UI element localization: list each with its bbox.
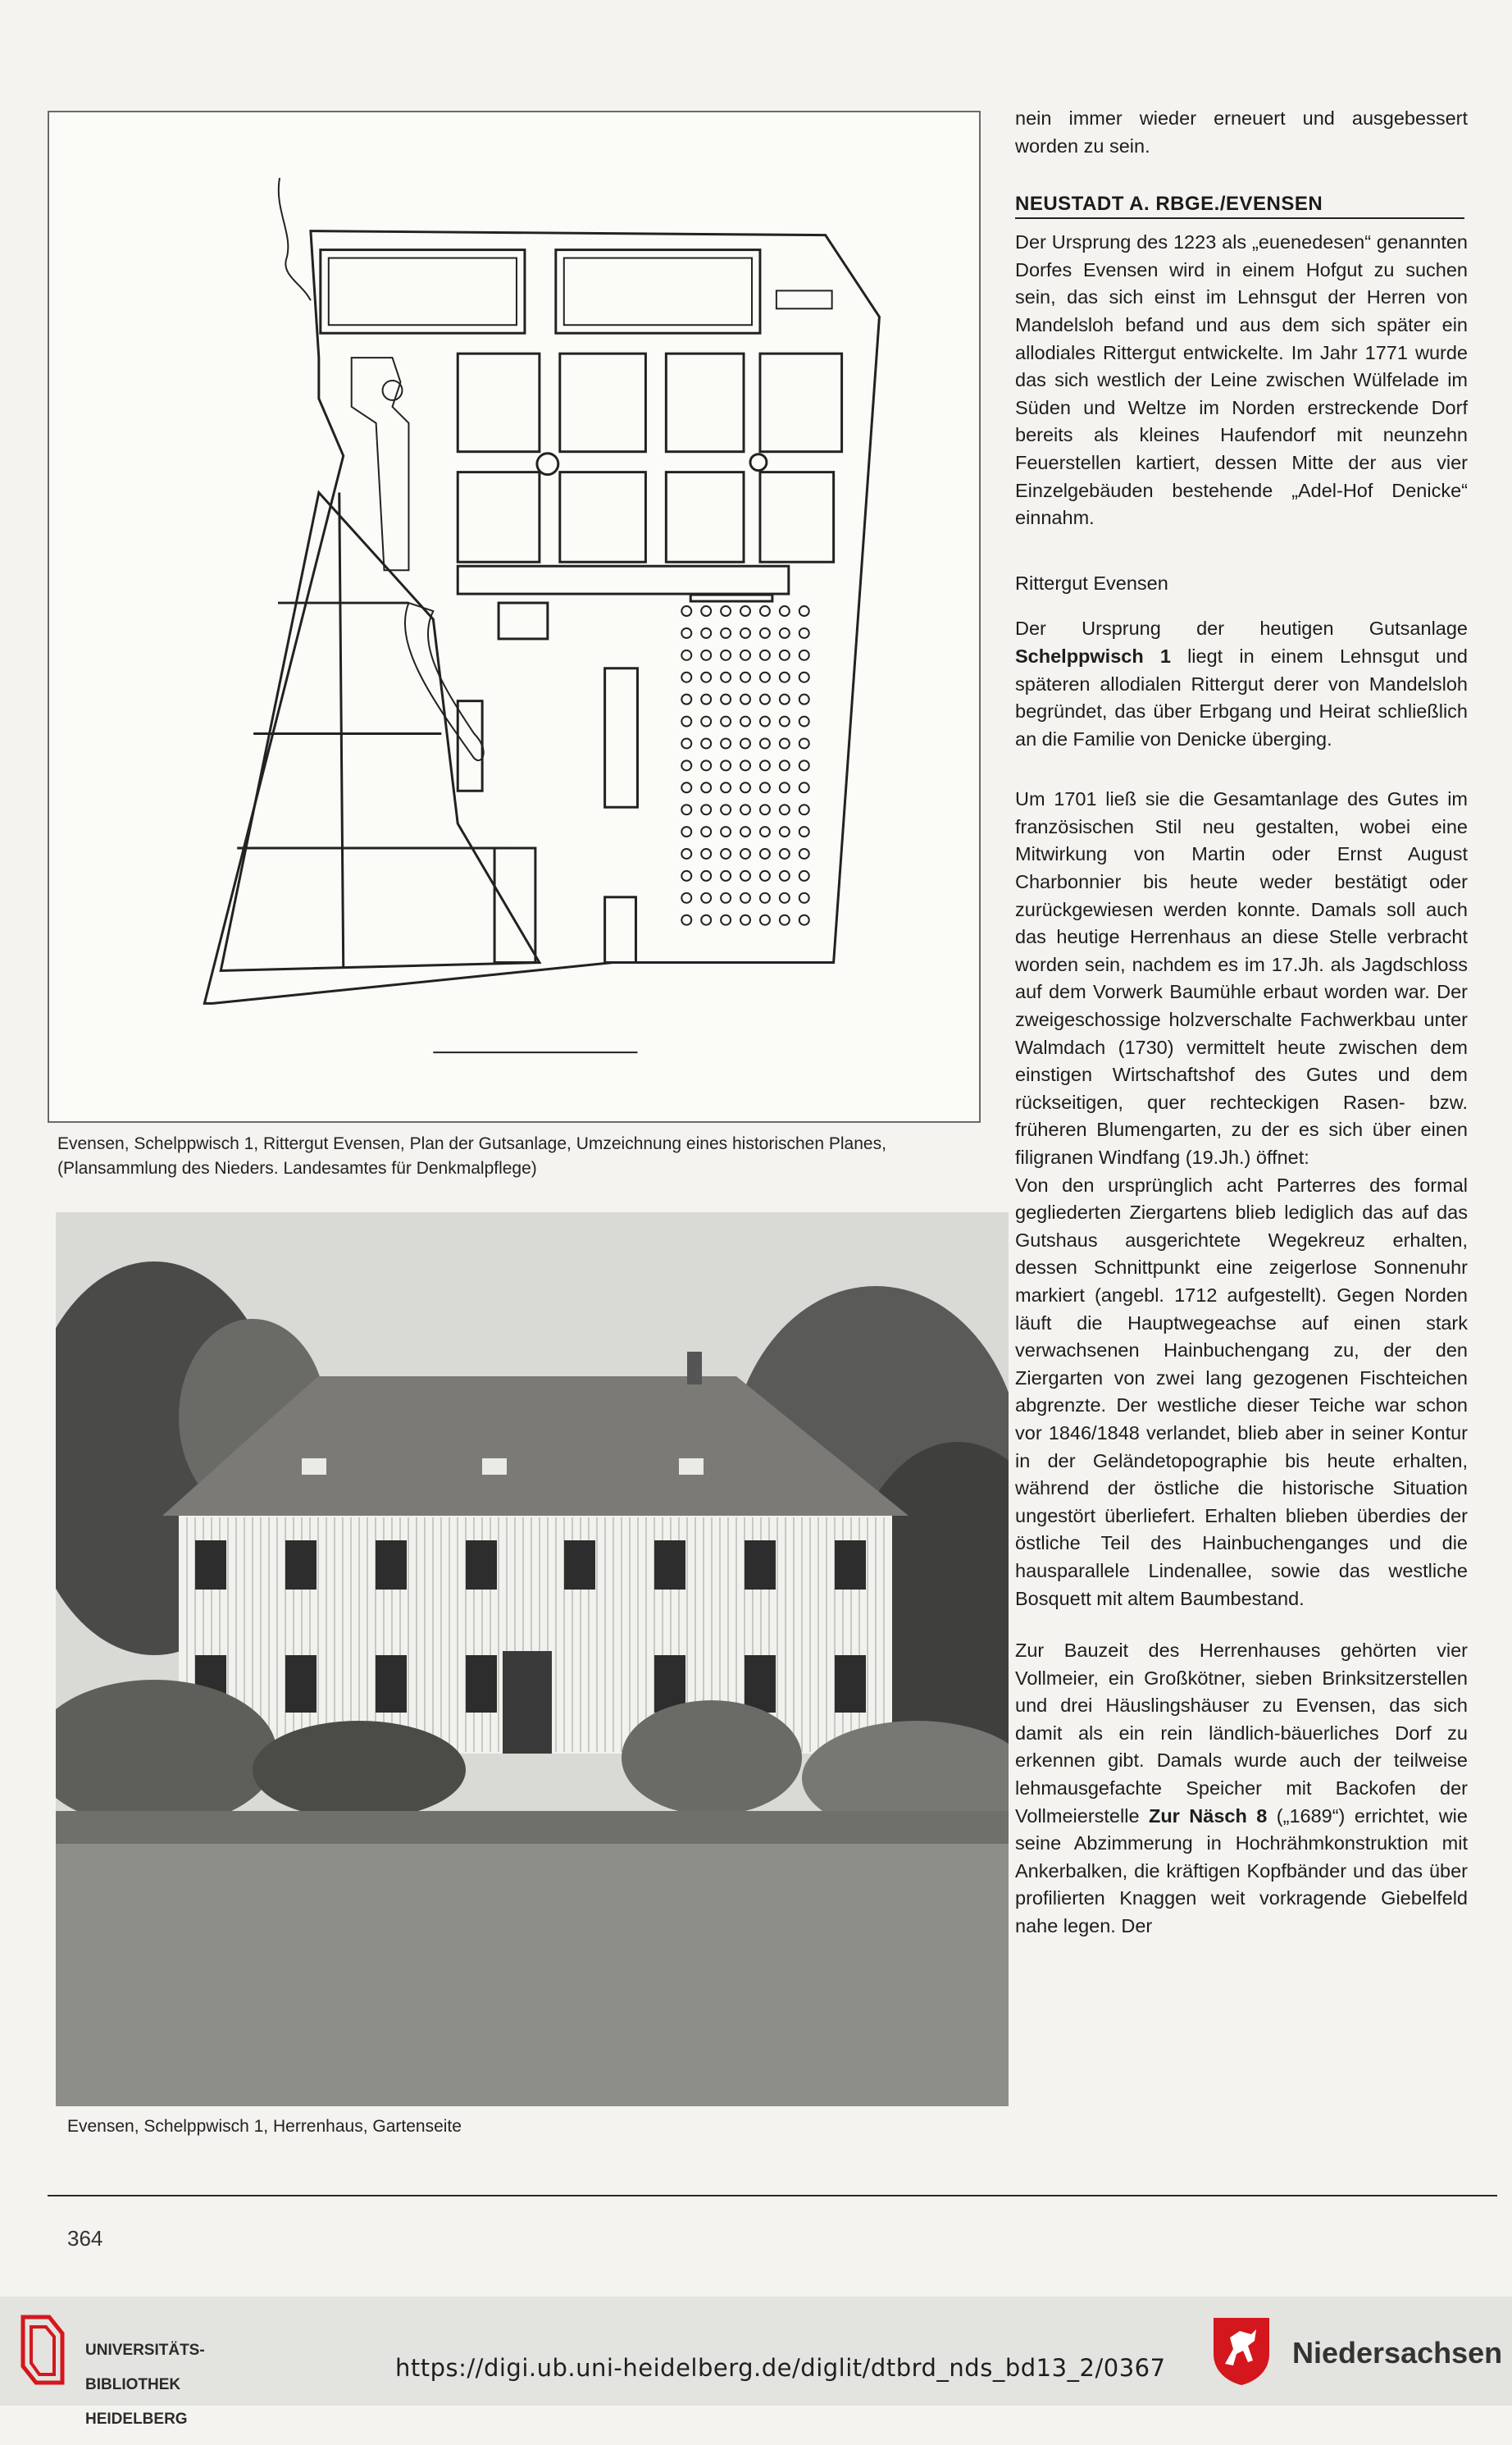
- plan-caption: Evensen, Schelppwisch 1, Rittergut Evensen, Plan der Gutsanlage, Umzeichnung eines historischen Planes, (Plansammlung des Nieders. Landesamtes für Denkmalpflege): [57, 1134, 886, 1178]
- address-zur-naesch: Zur Näsch 8: [1148, 1804, 1268, 1827]
- footer-bar: [0, 2297, 1512, 2406]
- paragraph-1: Der Ursprung des 1223 als „euenedesen“ genannten Dorfes Evensen wird in einem Hofgut zu suchen sein, das sich einst im Lehnsgut der Herren von Mandelsloh befand und aus dem sich später ein allodiales Rittergut entwickelte. Im Jahr 1771 wurde das sich westlich der Leine zwischen Wülfelade im Süden und Weltze im Norden erstreckende Dorf bereits als kleines Haufendorf mit neunzehn Feuerstellen kartiert, dessen Mitte der aus vier Einzelgebäuden bestehende „Adel-Hof Denicke“ einnahm.: [1015, 231, 1468, 529]
- garden-plan-drawing: [49, 112, 979, 1121]
- page-rule: [48, 2195, 1497, 2196]
- saxon-horse-crest-icon: [1209, 2313, 1274, 2387]
- paragraph-3: Um 1701 ließ sie die Gesamtanlage des Gutes im französischen Stil neu gestalten, wobei eine Mitwirkung von Martin oder Ernst August Charbonnier bis heute weder bestätigt oder zurückgewiesen werden konnte. Damals soll auch das heutige Herrenhaus an diese Stelle verbracht worden sein, nachdem es im 17.Jh. als Jagdschloss auf dem Vorwerk Baumühle erbaut worden war. Der zweigeschossige holzverschalte Fachwerkbau unter Walmdach (1730) vermittelt heute zwischen dem einstigen Wirtschaftshof des Gutes und dem rückseitigen, quer rechteckigen Rasen- bzw. früheren Blumengarten, zu der es sich über einen filigranen Windfang (19.Jh.) öffnet:: [1015, 788, 1468, 1168]
- source-url[interactable]: https://digi.ub.uni-heidelberg.de/diglit/dtbrd_nds_bd13_2/0367: [395, 2354, 1166, 2382]
- photo-caption: Evensen, Schelppwisch 1, Herrenhaus, Gartenseite: [67, 2117, 462, 2136]
- subheading: Rittergut Evensen: [1015, 572, 1168, 594]
- institution-name: UNIVERSITÄTS- BIBLIOTHEK HEIDELBERG: [85, 2342, 205, 2428]
- page-number: 364: [67, 2226, 103, 2251]
- text-column: [1015, 105, 1468, 1941]
- manor-house-photo: [56, 1212, 1009, 2106]
- figure-manor-photo: [56, 1212, 1009, 2106]
- paragraph-4: Von den ursprünglich acht Parterres des formal gegliederten Ziergartens blieb lediglich das auf das Gutshaus ausgerichtete Wegekreuz erhalten, dessen Schnittpunkt eine zeigerlose Sonnenuhr markiert (angebl. 1712 aufgestellt). Gegen Norden läuft die Hauptwegeachse auf einen stark verwachsenen Hainbuchengang zu, der den Ziergarten von zwei lang gezogenen Fischteichen abgrenzte. Der westliche dieser Teiche war schon vor 1846/1848 verlandet, blieb aber in seiner Kontur in der Geländetopographie bis heute erhalten, während der östliche die historische Situation ungestört überliefert. Erhalten blieben überdies der östliche Teil des Hainbuchenganges und die hausparallele Lindenallee, sowie das westliche Bosquett mit altem Baumbestand.: [1015, 1174, 1468, 1609]
- heidelberg-library-logo-icon: [16, 2309, 69, 2391]
- paragraph-5: Zur Bauzeit des Herrenhauses gehörten vier Vollmeier, ein Großkötner, sieben Brinksitzerstellen und drei Häuslingshäuser zu Evensen, das sich damit als ein rein ländlich-bäuerliches Dorf zu erkennen gibt. Damals wurde auch der teilweise lehmausgefachte Speicher mit Backofen der Vollmeierstelle Zur Näsch 8 („1689“) errichtet, wie seine Abzimmerung in Hochrähmkonstruktion mit Ankerbalken, die kräftigen Kopfbänder und das über profilierten Knaggen weit vorkragende Giebelfeld nahe legen. Der: [1015, 1640, 1468, 1937]
- intro-paragraph: nein immer wieder erneuert und ausgebessert worden zu sein.: [1015, 107, 1468, 157]
- state-name: Niedersachsen: [1292, 2336, 1503, 2370]
- paragraph-2: Der Ursprung der heutigen Gutsanlage Schelppwisch 1 liegt in einem Lehnsgut und späteren allodialen Rittergut derer von Mandelsloh begründet, das über Erbgang und Heirat schließlich an die Familie von Denicke überging.: [1015, 618, 1468, 750]
- figure-garden-plan: [48, 111, 981, 1123]
- section-heading: NEUSTADT A. RBGE./EVENSEN: [1015, 193, 1464, 219]
- address-schelppwisch: Schelppwisch 1: [1015, 645, 1171, 667]
